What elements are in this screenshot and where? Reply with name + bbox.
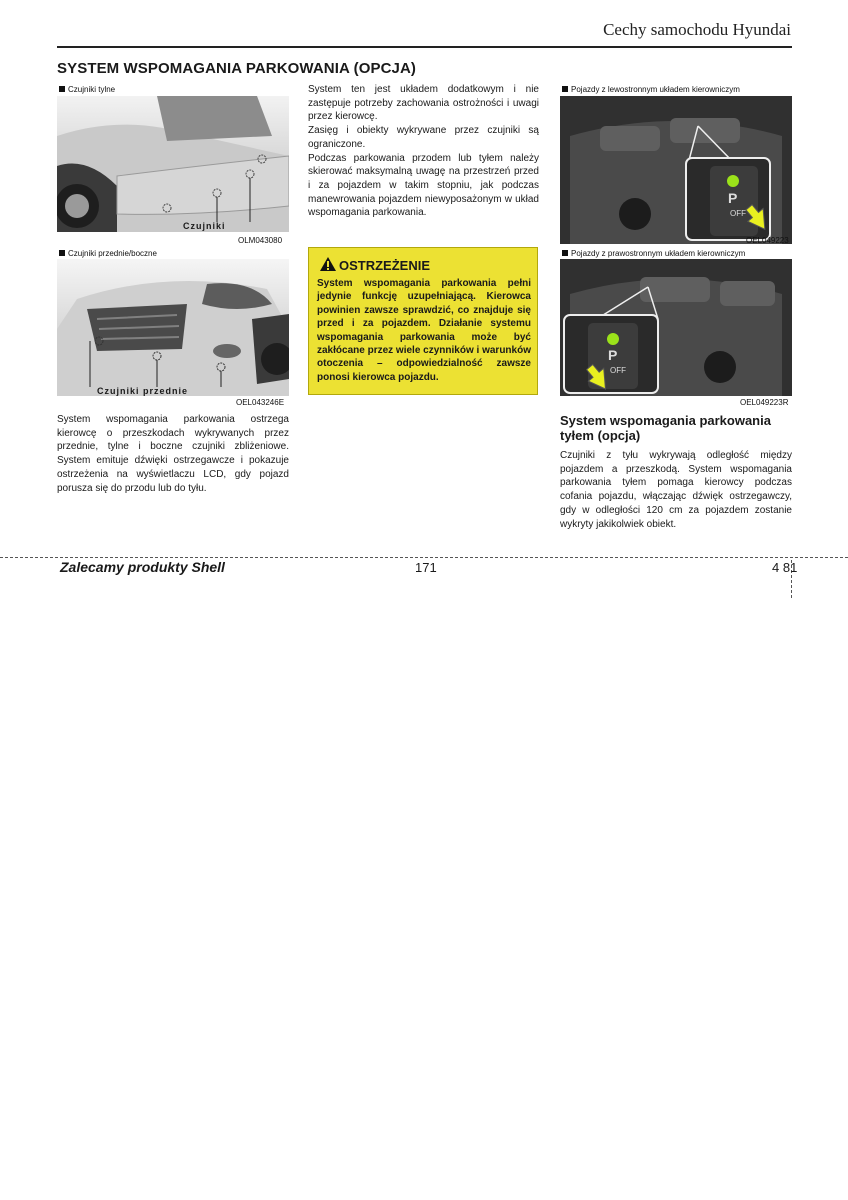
page-number: 4 81 (772, 560, 798, 575)
figure-label-front-sensors: Czujniki przednie (97, 386, 189, 396)
figure-caption-front: Czujniki przednie/boczne (57, 248, 291, 259)
svg-text:OFF: OFF (610, 366, 626, 375)
figure-code-front: OEL043246E (236, 398, 285, 407)
running-header: Cechy samochodu Hyundai (603, 20, 791, 39)
svg-text:P: P (728, 190, 738, 206)
square-bullet-icon (59, 250, 65, 256)
figure-caption-rear: Czujniki tylne (57, 84, 291, 95)
section-title: SYSTEM WSPOMAGANIA PARKOWANIA (OPCJA) (57, 60, 416, 77)
figure-caption-rhd: Pojazdy z prawostronnym układem kierowniczym (560, 248, 794, 259)
lhd-console-illustration (560, 96, 792, 244)
footer-sheet-number: 171 (415, 560, 437, 575)
figure-front-sensors (57, 259, 289, 396)
square-bullet-icon (562, 86, 568, 92)
body-text-left: System wspomagania parkowania ostrzega kierowcę o przeszkodach wykrywanych przez przednie, tylne i boczne czujniki zbliżeniowe. System emituje dźwięki ostrzegawcze i pokazuje ostrzeżenia na wyświetlaczu LCD, gdy pojazd porusza się do przodu lub do tyłu. (57, 414, 289, 494)
svg-text:P: P (608, 347, 618, 363)
rhd-console-illustration (560, 259, 792, 396)
figure-code-rhd: OEL049223R (740, 398, 789, 407)
figure-rear-sensors (57, 96, 289, 232)
warning-triangle-icon (320, 257, 336, 271)
subheading-rear-parking: System wspomagania parkowania tyłem (opcja) (560, 413, 771, 443)
warning-text: System wspomagania parkowania pełni jedynie funkcję uzupełniającą. Kierowca powinien zawsze sprawdzić, co znajduje się przed i za pojazdem. Działanie systemu wspomagania parkowania może być zakłócane przez wiele czynników i warunków otoczenia – odpowiedzialność zawsze ponosi kierowca pojazdu. (317, 278, 531, 383)
warning-box (308, 247, 538, 395)
rear-bumper-illustration (57, 96, 289, 232)
square-bullet-icon (562, 250, 568, 256)
footer-rule (0, 557, 848, 558)
svg-text:OFF: OFF (730, 209, 746, 218)
figure-code-lhd: OEL049223 (746, 236, 789, 245)
figure-label-sensors: Czujniki (183, 221, 226, 231)
body-text-right: Czujniki z tyłu wykrywają odległość między pojazdem a przeszkodą. System wspomagania parkowania tyłem pomaga kierowcy podczas cofania pojazdu, włączając dźwięk ostrzegawczy, gdy w odległości 120 cm za pojazdem zostanie wykryty jakikolwiek obiekt. (560, 450, 792, 530)
figure-code-rear: OLM043080 (238, 236, 283, 245)
warning-title: OSTRZEŻENIE (320, 257, 430, 273)
body-text-middle: System ten jest układem dodatkowym i nie zastępuje potrzeby zachowania ostrożności i uwagi przez kierowcę. Zasięg i obiekty wykrywane przez czujniki są ograniczone. Podczas parkowania przodem lub tyłem należy skierować maksymalną uwagę na przestrzeń przed i za pojazdem w takim stopniu, jak podczas manewrowania pojazdem niewyposażonym w układ wspomagania parkowania. (308, 84, 539, 219)
figure-lhd-switch (560, 96, 792, 244)
header-rule (57, 46, 792, 48)
figure-rhd-switch (560, 259, 792, 396)
figure-caption-lhd: Pojazdy z lewostronnym układem kierowniczym (560, 84, 794, 95)
footer-slogan: Zalecamy produkty Shell (60, 559, 225, 575)
square-bullet-icon (59, 86, 65, 92)
front-bumper-illustration (57, 259, 289, 396)
